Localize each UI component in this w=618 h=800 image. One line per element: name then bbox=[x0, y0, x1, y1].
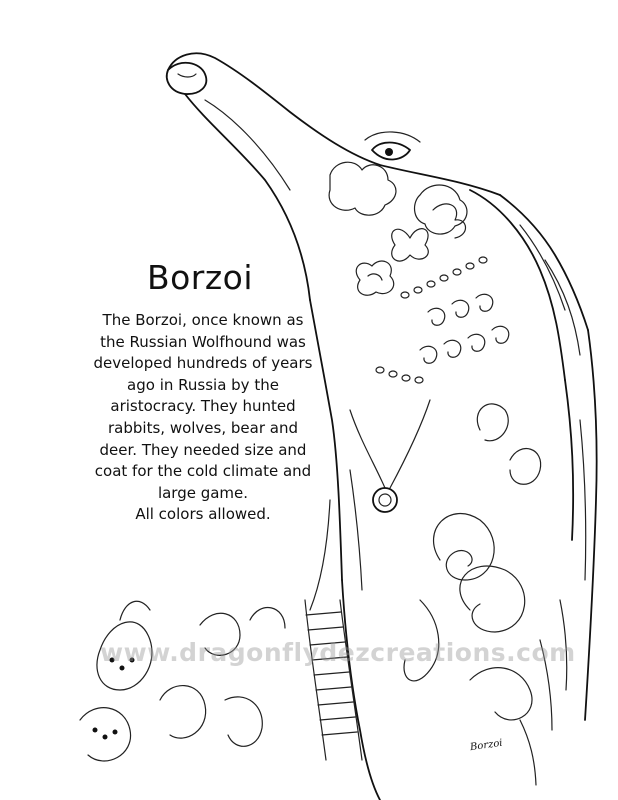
description-text bbox=[58, 310, 348, 526]
description-line: deer. They needed size and bbox=[99, 440, 307, 459]
description-line: ago in Russia by the bbox=[127, 375, 279, 394]
description-line: the Russian Wolfhound was bbox=[100, 332, 306, 351]
description-line: large game. bbox=[157, 483, 249, 502]
artist-signature: Borzoi bbox=[469, 737, 504, 754]
watermark-text: www.dragonflydezcreations.com bbox=[100, 638, 576, 667]
description-line: aristocracy. They hunted bbox=[110, 397, 296, 416]
page-title: Borzoi bbox=[146, 258, 254, 297]
description-line: The Borzoi, once known as bbox=[102, 311, 304, 329]
description-line: rabbits, wolves, bear and bbox=[108, 418, 298, 437]
description-line: All colors allowed. bbox=[135, 505, 271, 524]
description-line: coat for the cold climate and bbox=[94, 462, 312, 481]
description-line: developed hundreds of years bbox=[93, 354, 313, 373]
